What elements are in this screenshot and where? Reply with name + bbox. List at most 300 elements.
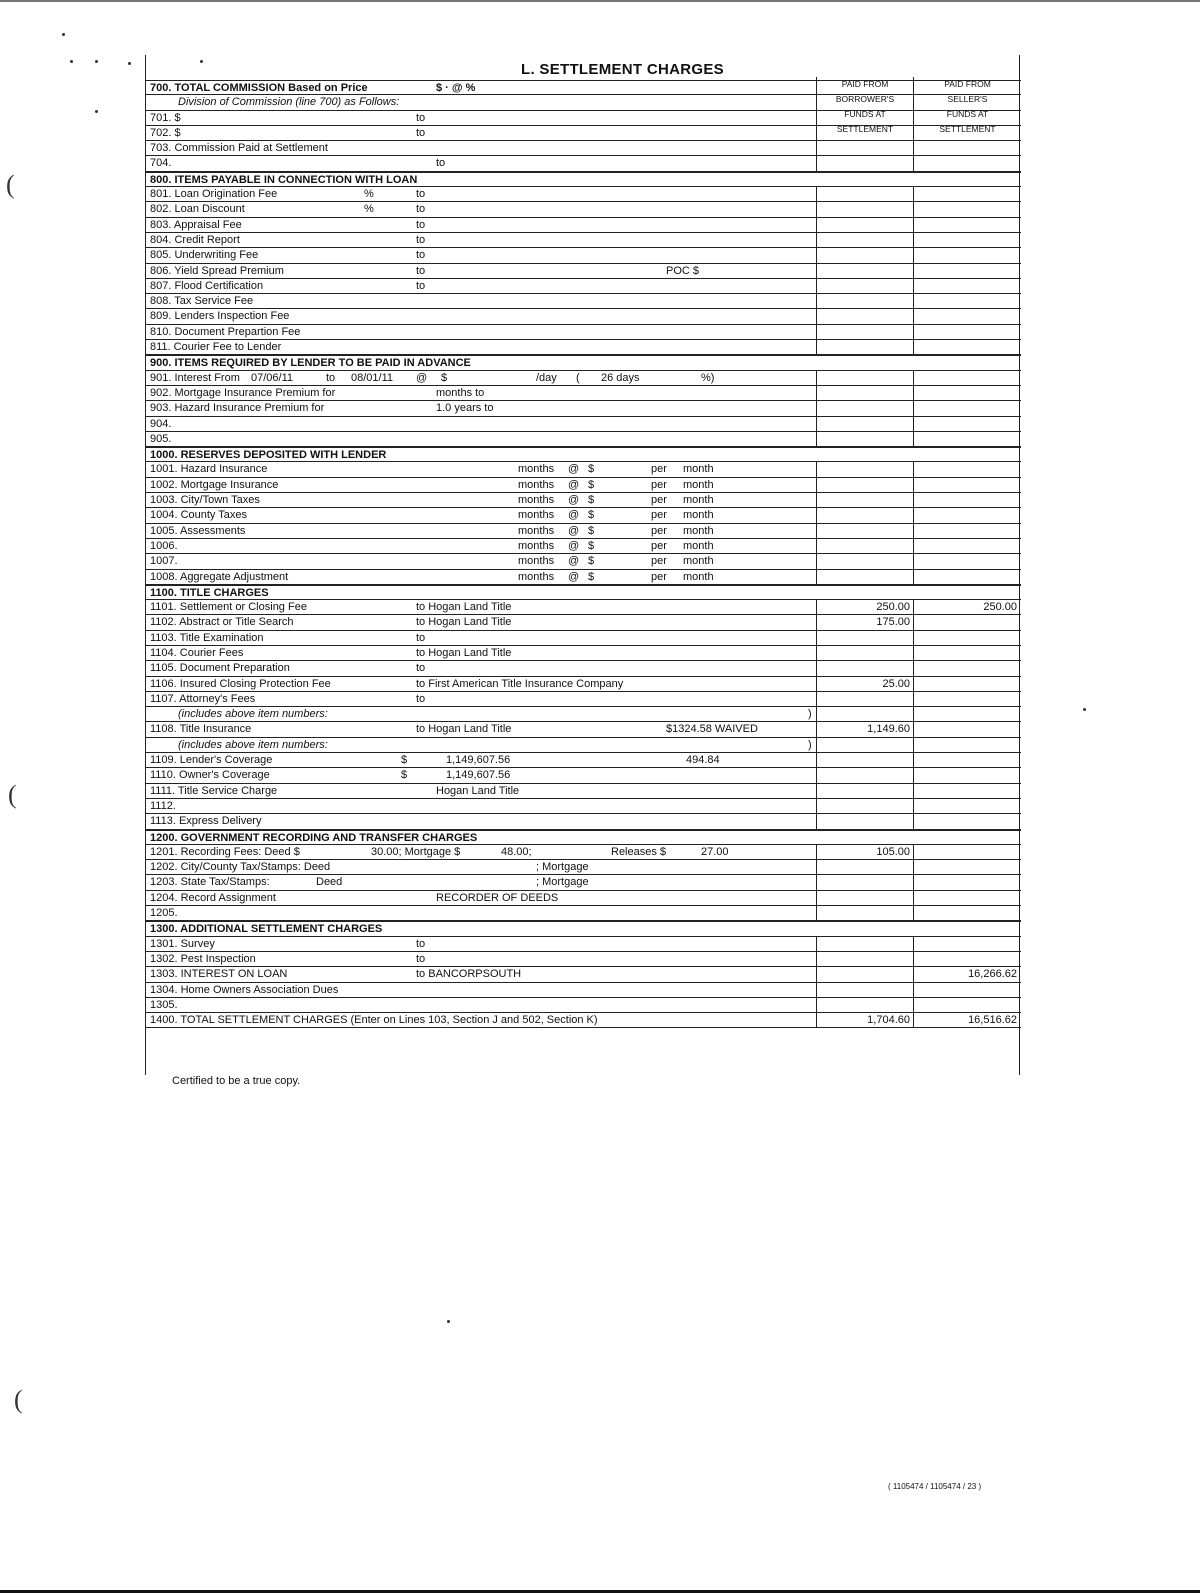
borrower-amount: 175.00 xyxy=(816,615,913,629)
charge-detail: to xyxy=(436,157,446,170)
charge-label: 1003. City/Town Taxes xyxy=(150,494,260,507)
seller-amount xyxy=(913,279,1021,293)
seller-amount: 16,266.62 xyxy=(913,967,1021,981)
seller-amount xyxy=(913,891,1021,905)
charge-row xyxy=(146,401,1021,416)
borrower-amount: 105.00 xyxy=(816,845,913,859)
charge-label: 1205. xyxy=(150,907,178,920)
charge-label: 1111. Title Service Charge xyxy=(150,784,278,797)
borrower-amount xyxy=(816,891,913,905)
borrower-amount xyxy=(816,218,913,232)
charge-row xyxy=(146,340,1021,355)
charge-row xyxy=(146,432,1021,447)
seller-amount xyxy=(913,218,1021,232)
borrower-amount xyxy=(816,279,913,293)
seller-amount xyxy=(913,340,1021,354)
seller-amount xyxy=(913,233,1021,247)
charge-label: 703. Commission Paid at Settlement xyxy=(150,142,328,155)
charge-label: 1109. Lender's Coverage xyxy=(150,754,273,767)
reserve-month: month xyxy=(683,463,714,476)
seller-amount xyxy=(913,448,1021,461)
settlement-charges-form xyxy=(145,55,1020,1075)
seller-amount xyxy=(913,661,1021,675)
borrower-amount xyxy=(816,141,913,155)
seller-amount xyxy=(913,126,1021,140)
seller-amount: 250.00 xyxy=(913,600,1021,614)
payee: to Hogan Land Title xyxy=(416,601,512,614)
document-reference-code: ( 1105474 / 1105474 / 23 ) xyxy=(888,1482,982,1491)
charge-detail: months to xyxy=(436,386,485,399)
coverage-amount: 1,149,607.56 xyxy=(446,769,511,782)
coverage-dollar: $ xyxy=(401,754,408,767)
borrower-amount xyxy=(816,707,913,721)
column-header-line: FUNDS AT xyxy=(946,109,989,119)
payee: to xyxy=(416,111,426,124)
reserve-month: month xyxy=(683,555,714,568)
borrower-amount xyxy=(816,233,913,247)
charge-label: 1113. Express Delivery xyxy=(150,815,262,828)
reserve-at: @ xyxy=(568,570,580,583)
seller-amount xyxy=(913,417,1021,431)
charge-label: 701. $ xyxy=(150,111,181,124)
scan-speck xyxy=(95,60,98,63)
reserve-dollar: $ xyxy=(588,478,595,491)
seller-amount xyxy=(913,998,1021,1012)
charge-row xyxy=(146,967,1021,982)
recording-releases-value: 27.00 xyxy=(701,845,729,858)
borrower-amount xyxy=(816,998,913,1012)
charge-row xyxy=(146,784,1021,799)
borrower-amount xyxy=(816,173,913,186)
charge-label: 704. xyxy=(150,157,172,170)
reserve-months: months xyxy=(518,478,555,491)
borrower-amount xyxy=(816,814,913,828)
charge-row xyxy=(146,218,1021,233)
borrower-amount xyxy=(816,356,913,369)
seller-amount xyxy=(913,922,1021,935)
reserve-per: per xyxy=(651,555,667,568)
charge-label: 803. Appraisal Fee xyxy=(150,218,242,231)
section-header-row xyxy=(146,585,1021,600)
borrower-amount xyxy=(816,187,913,201)
seller-amount xyxy=(913,845,1021,859)
payee: to Hogan Land Title xyxy=(416,616,512,629)
reserve-at: @ xyxy=(568,524,580,537)
charge-row xyxy=(146,141,1021,156)
payee: to xyxy=(416,952,426,965)
seller-amount xyxy=(913,508,1021,522)
charge-label: 903. Hazard Insurance Premium for xyxy=(150,402,325,415)
charge-row xyxy=(146,998,1021,1013)
reserve-per: per xyxy=(651,509,667,522)
borrower-amount xyxy=(816,799,913,813)
interest-paren-open: ( xyxy=(576,371,580,384)
charge-row xyxy=(146,570,1021,585)
borrower-amount xyxy=(816,448,913,461)
charge-row xyxy=(146,233,1021,248)
charge-label: 1302. Pest Inspection xyxy=(150,952,256,965)
charge-label: 1100. TITLE CHARGES xyxy=(150,586,269,599)
borrower-amount xyxy=(816,539,913,553)
seller-amount xyxy=(913,187,1021,201)
scan-bottom-edge xyxy=(0,1590,1200,1593)
payee: to xyxy=(416,937,426,950)
seller-amount xyxy=(913,631,1021,645)
charge-label: 1005. Assessments xyxy=(150,524,246,537)
seller-amount xyxy=(913,570,1021,584)
borrower-amount xyxy=(816,967,913,981)
reserve-per: per xyxy=(651,478,667,491)
borrower-amount xyxy=(816,462,913,476)
charge-label: 1108. Title Insurance xyxy=(150,723,252,736)
interest-per-day: /day xyxy=(536,371,557,384)
borrower-amount: 250.00 xyxy=(816,600,913,614)
reserve-at: @ xyxy=(568,539,580,552)
borrower-amount xyxy=(816,661,913,675)
borrower-amount xyxy=(816,784,913,798)
seller-amount xyxy=(913,784,1021,798)
charge-row xyxy=(146,799,1021,814)
charge-row xyxy=(146,983,1021,998)
charge-label: 902. Mortgage Insurance Premium for xyxy=(150,386,336,399)
charge-row xyxy=(146,738,1021,753)
charge-label: 1001. Hazard Insurance xyxy=(150,463,268,476)
seller-amount xyxy=(913,111,1021,125)
interest-from-date: 07/06/11 xyxy=(251,371,294,384)
charge-label: 702. $ xyxy=(150,126,181,139)
seller-amount xyxy=(913,677,1021,691)
borrower-amount xyxy=(816,692,913,706)
seller-amount xyxy=(913,493,1021,507)
reserve-months: months xyxy=(518,509,555,522)
charge-row xyxy=(146,417,1021,432)
seller-amount xyxy=(913,646,1021,660)
charge-note: POC $ xyxy=(666,264,700,277)
borrower-amount: 1,149.60 xyxy=(816,722,913,736)
charge-label: 901. Interest From xyxy=(150,371,240,384)
seller-amount xyxy=(913,401,1021,415)
charge-row xyxy=(146,508,1021,523)
reserve-dollar: $ xyxy=(588,570,595,583)
charge-row xyxy=(146,554,1021,569)
charge-row xyxy=(146,126,1021,141)
borrower-amount xyxy=(816,81,913,94)
charge-label: 800. ITEMS PAYABLE IN CONNECTION WITH LOAN xyxy=(150,173,418,186)
charge-label: 809. Lenders Inspection Fee xyxy=(150,310,290,323)
reserve-per: per xyxy=(651,539,667,552)
borrower-amount xyxy=(816,831,913,844)
charge-label: 1004. County Taxes xyxy=(150,509,248,522)
binding-hole-mark: ( xyxy=(8,780,17,809)
charge-row xyxy=(146,952,1021,967)
charge-row xyxy=(146,692,1021,707)
charge-label: 805. Underwriting Fee xyxy=(150,249,259,262)
seller-amount xyxy=(913,81,1021,94)
charge-label: 1400. TOTAL SETTLEMENT CHARGES (Enter on Lines 103, Section J and 502, Section K) xyxy=(150,1014,598,1027)
borrower-amount xyxy=(816,248,913,262)
charge-label: 806. Yield Spread Premium xyxy=(150,264,284,277)
payee: to xyxy=(416,692,426,705)
column-header-line: SETTLEMENT xyxy=(836,124,894,134)
borrower-amount xyxy=(816,508,913,522)
payee: to xyxy=(416,279,426,292)
seller-amount xyxy=(913,462,1021,476)
charge-label: 804. Credit Report xyxy=(150,233,240,246)
charge-row xyxy=(146,707,1021,722)
charge-row xyxy=(146,386,1021,401)
seller-amount xyxy=(913,294,1021,308)
interest-days: 26 days xyxy=(601,371,640,384)
charge-label: 1301. Survey xyxy=(150,937,215,950)
charge-label: 1305. xyxy=(150,998,178,1011)
percent-sign: % xyxy=(364,203,374,216)
borrower-amount xyxy=(816,264,913,278)
closing-paren: ) xyxy=(808,738,812,751)
borrower-amount xyxy=(816,478,913,492)
borrower-amount xyxy=(816,554,913,568)
interest-at: @ xyxy=(416,371,428,384)
borrower-amount xyxy=(816,738,913,752)
charge-detail: $ · @ % xyxy=(436,82,476,94)
seller-amount xyxy=(913,95,1021,109)
charge-row xyxy=(146,264,1021,279)
borrower-amount xyxy=(816,646,913,660)
charge-label: 905. xyxy=(150,432,172,445)
section-header-row xyxy=(146,921,1021,936)
charge-row xyxy=(146,631,1021,646)
borrower-amount xyxy=(816,325,913,339)
payee: to Hogan Land Title xyxy=(416,646,512,659)
charge-row xyxy=(146,524,1021,539)
payee: to xyxy=(416,218,426,231)
borrower-amount xyxy=(816,309,913,323)
seller-amount xyxy=(913,692,1021,706)
coverage-dollar: $ xyxy=(401,769,408,782)
charge-label: 1110. Owner's Coverage xyxy=(150,769,270,782)
interest-to-date: 08/01/11 xyxy=(351,371,394,384)
charge-label: 1102. Abstract or Title Search xyxy=(150,616,294,629)
borrower-amount xyxy=(816,340,913,354)
charge-label: 801. Loan Origination Fee xyxy=(150,188,278,201)
seller-amount xyxy=(913,906,1021,920)
charge-row xyxy=(146,478,1021,493)
charges-table xyxy=(146,80,1021,1028)
closing-paren: ) xyxy=(808,708,812,721)
scan-speck xyxy=(447,1320,450,1323)
borrower-amount xyxy=(816,570,913,584)
column-header-line: PAID FROM xyxy=(944,79,991,89)
charge-row xyxy=(146,768,1021,783)
seller-amount xyxy=(913,386,1021,400)
borrower-amount xyxy=(816,417,913,431)
seller-amount xyxy=(913,539,1021,553)
column-header-line: FUNDS AT xyxy=(844,109,886,119)
seller-amount xyxy=(913,202,1021,216)
charge-row xyxy=(146,279,1021,294)
charge-row xyxy=(146,677,1021,692)
payee: to xyxy=(416,233,426,246)
charge-label: 1105. Document Preparation xyxy=(150,662,290,675)
payee: to xyxy=(416,203,426,216)
charge-row xyxy=(146,294,1021,309)
seller-amount: 16,516.62 xyxy=(913,1013,1021,1027)
charge-detail: Hogan Land Title xyxy=(436,784,520,797)
seller-amount xyxy=(913,799,1021,813)
seller-amount xyxy=(913,722,1021,736)
borrower-amount xyxy=(816,493,913,507)
seller-amount xyxy=(913,248,1021,262)
charge-label: (includes above item numbers: xyxy=(178,708,328,721)
charge-label: 1103. Title Examination xyxy=(150,631,264,644)
borrower-amount xyxy=(816,95,913,109)
scan-top-edge xyxy=(0,0,1200,2)
charge-label: 1201. Recording Fees: Deed $ xyxy=(150,845,300,858)
column-header-line: PAID FROM xyxy=(841,79,889,89)
charge-label: 1303. INTEREST ON LOAN xyxy=(150,968,288,981)
borrower-amount: 1,704.60 xyxy=(816,1013,913,1027)
column-header-line: SELLER'S xyxy=(947,94,988,104)
reserve-month: month xyxy=(683,494,714,507)
seller-amount xyxy=(913,478,1021,492)
seller-amount xyxy=(913,371,1021,385)
section-header-row xyxy=(146,172,1021,187)
borrower-amount xyxy=(816,401,913,415)
charge-row xyxy=(146,202,1021,217)
seller-amount xyxy=(913,432,1021,446)
seller-amount xyxy=(913,156,1021,170)
interest-to-word: to xyxy=(326,371,336,384)
borrower-amount xyxy=(816,156,913,170)
reserve-dollar: $ xyxy=(588,555,595,568)
charge-row xyxy=(146,248,1021,263)
charge-row xyxy=(146,722,1021,737)
borrower-amount xyxy=(816,202,913,216)
section-header-row xyxy=(146,355,1021,370)
reserve-month: month xyxy=(683,509,714,522)
scan-speck xyxy=(95,110,98,113)
reserve-per: per xyxy=(651,524,667,537)
charge-row xyxy=(146,906,1021,921)
reserve-months: months xyxy=(518,524,555,537)
borrower-amount xyxy=(816,875,913,889)
borrower-amount xyxy=(816,386,913,400)
reserve-dollar: $ xyxy=(588,539,595,552)
borrower-amount xyxy=(816,753,913,767)
borrower-amount xyxy=(816,371,913,385)
charge-row xyxy=(146,156,1021,171)
tax-mortgage: ; Mortgage xyxy=(536,876,589,889)
reserve-dollar: $ xyxy=(588,494,595,507)
charge-label: 802. Loan Discount xyxy=(150,203,245,216)
payee: to xyxy=(416,188,426,201)
charge-label: (includes above item numbers: xyxy=(178,738,328,751)
payee: to xyxy=(416,249,426,262)
payee: to xyxy=(416,126,426,139)
charge-row xyxy=(146,309,1021,324)
charge-row xyxy=(146,814,1021,829)
borrower-amount xyxy=(816,432,913,446)
charge-row xyxy=(146,371,1021,386)
charge-row xyxy=(146,493,1021,508)
seller-amount xyxy=(913,753,1021,767)
seller-amount xyxy=(913,615,1021,629)
charge-row xyxy=(146,891,1021,906)
binding-hole-mark: ( xyxy=(6,170,15,199)
seller-amount xyxy=(913,309,1021,323)
payee: to xyxy=(416,264,426,277)
charge-label: 1202. City/County Tax/Stamps: Deed xyxy=(150,861,331,874)
borrower-amount xyxy=(816,952,913,966)
seller-amount xyxy=(913,738,1021,752)
coverage-amount: 1,149,607.56 xyxy=(446,754,511,767)
seller-amount xyxy=(913,952,1021,966)
seller-amount xyxy=(913,524,1021,538)
seller-amount xyxy=(913,860,1021,874)
tax-deed: Deed xyxy=(316,876,343,889)
scan-speck xyxy=(1083,708,1086,711)
borrower-amount xyxy=(816,111,913,125)
payee: to xyxy=(416,662,426,675)
payee: to First American Title Insurance Company xyxy=(416,677,624,690)
scan-speck xyxy=(128,62,131,65)
seller-amount xyxy=(913,831,1021,844)
charge-row xyxy=(146,753,1021,768)
charge-row xyxy=(146,539,1021,554)
reserve-month: month xyxy=(683,570,714,583)
charge-row xyxy=(146,462,1021,477)
charge-row xyxy=(146,600,1021,615)
charge-label: Division of Commission (line 700) as Follows: xyxy=(178,96,400,109)
borrower-amount xyxy=(816,631,913,645)
reserve-at: @ xyxy=(568,478,580,491)
coverage-premium: 494.84 xyxy=(686,754,720,767)
charge-label: 808. Tax Service Fee xyxy=(150,295,254,308)
borrower-amount xyxy=(816,294,913,308)
reserve-per: per xyxy=(651,570,667,583)
section-header-row xyxy=(146,447,1021,462)
charge-label: 904. xyxy=(150,417,172,430)
interest-dollar: $ xyxy=(441,371,448,384)
borrower-amount: 25.00 xyxy=(816,677,913,691)
seller-amount xyxy=(913,707,1021,721)
recording-releases-label: Releases $ xyxy=(611,845,667,858)
seller-amount xyxy=(913,768,1021,782)
charge-row xyxy=(146,325,1021,340)
charge-label: 1112. xyxy=(150,799,176,812)
charge-row xyxy=(146,187,1021,202)
charge-row xyxy=(146,615,1021,630)
payee: to BANCORPSOUTH xyxy=(416,968,522,981)
charge-label: 900. ITEMS REQUIRED BY LENDER TO BE PAID IN ADVANCE xyxy=(150,357,471,370)
seller-amount xyxy=(913,586,1021,599)
seller-amount xyxy=(913,875,1021,889)
charge-label: 1000. RESERVES DEPOSITED WITH LENDER xyxy=(150,449,387,462)
column-header-line: SETTLEMENT xyxy=(939,124,996,134)
charge-label: 1200. GOVERNMENT RECORDING AND TRANSFER CHARGES xyxy=(150,831,478,844)
charge-detail: RECORDER OF DEEDS xyxy=(436,891,559,904)
charge-label: 1106. Insured Closing Protection Fee xyxy=(150,677,331,690)
seller-amount xyxy=(913,173,1021,186)
seller-amount xyxy=(913,937,1021,951)
tax-mortgage: ; Mortgage xyxy=(536,861,589,874)
reserve-months: months xyxy=(518,555,555,568)
reserve-at: @ xyxy=(568,463,580,476)
reserve-per: per xyxy=(651,463,667,476)
reserve-at: @ xyxy=(568,509,580,522)
charge-label: 810. Document Prepartion Fee xyxy=(150,325,301,338)
charge-row xyxy=(146,111,1021,126)
charge-label: 1203. State Tax/Stamps: xyxy=(150,876,270,889)
